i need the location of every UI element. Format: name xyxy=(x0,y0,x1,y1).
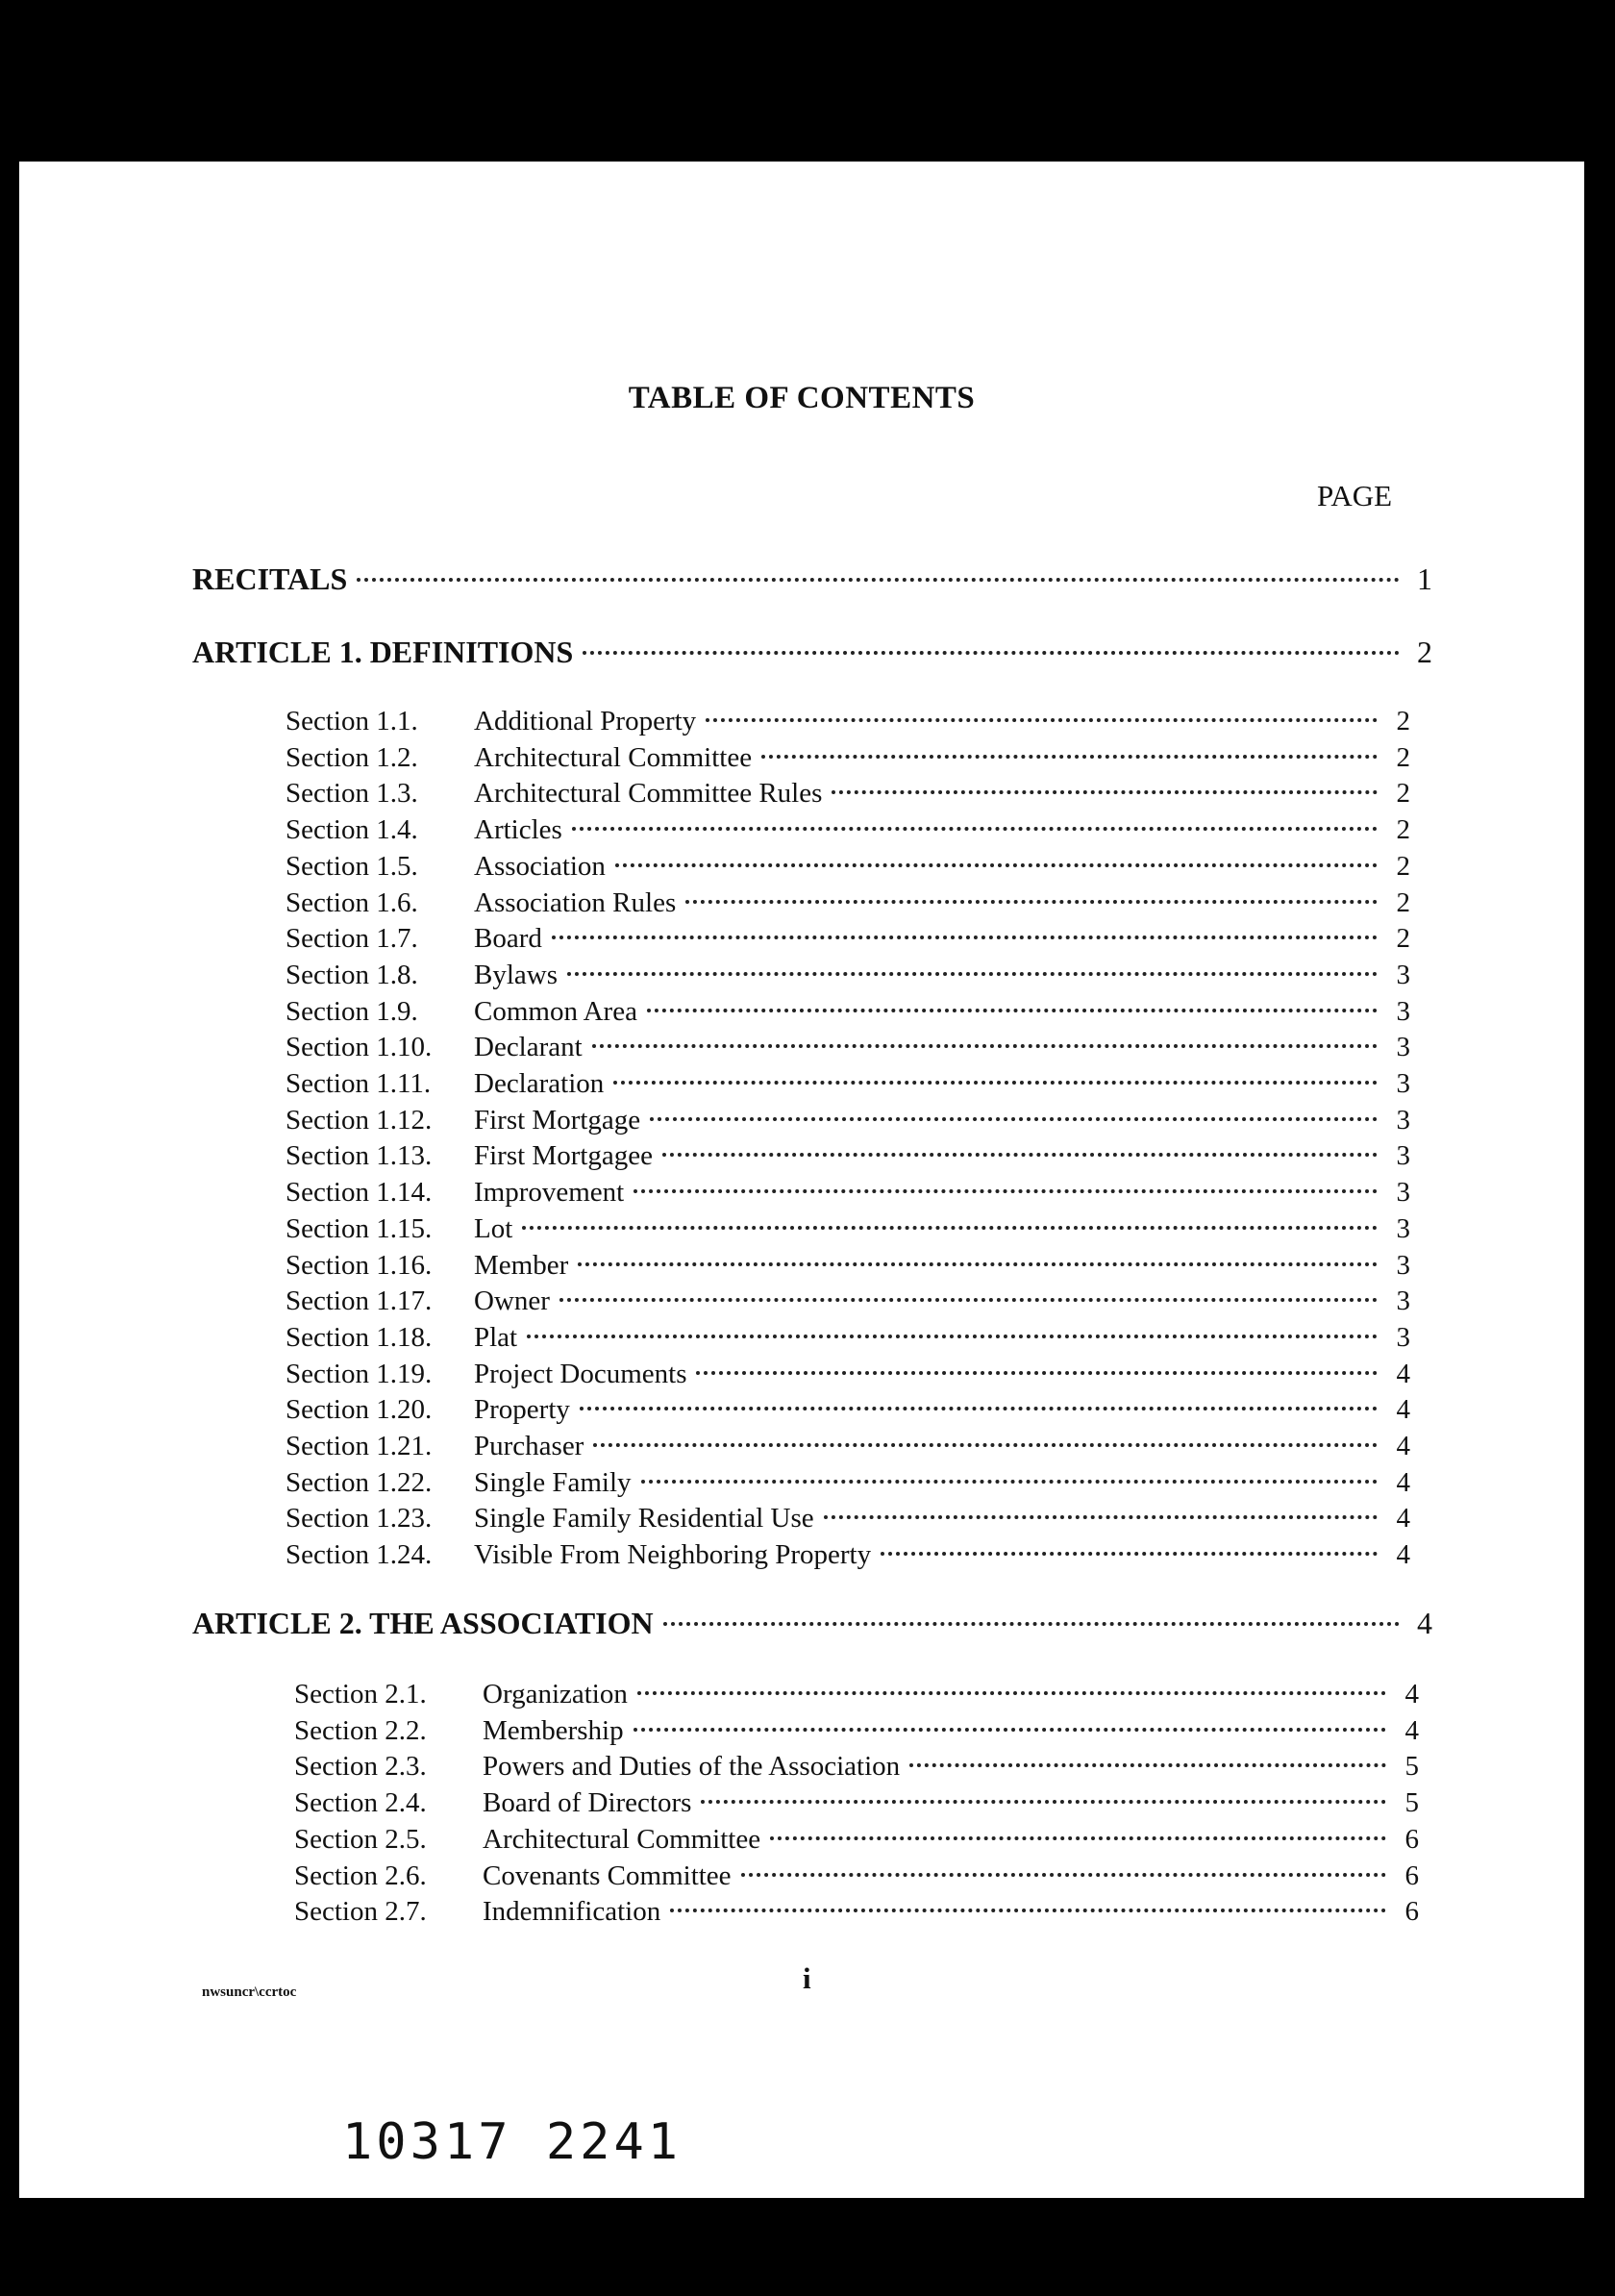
section-title: Visible From Neighboring Property xyxy=(474,1539,872,1571)
dot-leader xyxy=(637,1691,1386,1695)
section-title: Membership xyxy=(483,1714,624,1746)
section-number: Section 1.5. xyxy=(286,850,418,882)
toc-section-entry[interactable] xyxy=(286,1394,1410,1426)
section-number: Section 1.20. xyxy=(286,1394,433,1426)
toc-section-entry[interactable] xyxy=(286,1213,1410,1245)
section-page-number: 4 xyxy=(1404,1679,1419,1710)
section-number: Section 1.8. xyxy=(286,959,418,990)
section-page-number: 3 xyxy=(1396,1068,1410,1099)
section-title: Common Area xyxy=(474,995,637,1027)
section-title: Bylaws xyxy=(474,959,558,990)
dot-leader xyxy=(832,790,1378,794)
toc-section-entry[interactable] xyxy=(294,1860,1419,1892)
dot-leader xyxy=(593,1443,1378,1447)
section-page-number: 3 xyxy=(1396,1285,1410,1317)
dot-leader xyxy=(634,1189,1378,1193)
section-title: Organization xyxy=(483,1679,628,1710)
section-page-number: 6 xyxy=(1404,1823,1419,1855)
section-number: Section 2.2. xyxy=(294,1714,427,1746)
dot-leader xyxy=(741,1873,1386,1877)
section-title: Powers and Duties of the Association xyxy=(483,1751,901,1783)
section-title: Single Family xyxy=(474,1466,632,1498)
toc-entry-label: ARTICLE 2. THE ASSOCIATION xyxy=(192,1606,654,1640)
section-number: Section 1.15. xyxy=(286,1212,433,1244)
section-title: Improvement xyxy=(474,1177,625,1209)
section-page-number: 2 xyxy=(1396,814,1410,846)
section-title: Covenants Committee xyxy=(483,1859,732,1891)
toc-entry-label: ARTICLE 1. DEFINITIONS xyxy=(192,635,574,669)
toc-section-entry[interactable] xyxy=(286,1032,1410,1063)
toc-section-entry[interactable] xyxy=(286,1503,1410,1535)
toc-entry-article-1[interactable] xyxy=(192,635,1432,670)
section-title: Plat xyxy=(474,1321,518,1353)
section-page-number: 3 xyxy=(1396,1177,1410,1209)
section-page-number: 2 xyxy=(1396,850,1410,882)
section-number: Section 2.7. xyxy=(294,1896,427,1928)
toc-section-entry[interactable] xyxy=(286,923,1410,955)
dot-leader xyxy=(567,972,1378,976)
document-stamp-number: 10317 2241 xyxy=(342,2113,683,2171)
toc-entry-article-2[interactable] xyxy=(192,1606,1432,1641)
section-number: Section 1.18. xyxy=(286,1321,433,1353)
toc-entry-label: RECITALS xyxy=(192,562,348,596)
toc-section-entry[interactable] xyxy=(294,1787,1419,1819)
toc-section-entry[interactable] xyxy=(294,1715,1419,1747)
section-page-number: 5 xyxy=(1404,1787,1419,1819)
toc-section-entry[interactable] xyxy=(286,960,1410,991)
dot-leader xyxy=(761,755,1378,759)
section-title: Architectural Committee Rules xyxy=(474,778,823,810)
section-number: Section 1.19. xyxy=(286,1358,433,1389)
section-page-number: 3 xyxy=(1396,959,1410,990)
dot-leader xyxy=(522,1226,1378,1230)
section-number: Section 1.21. xyxy=(286,1431,433,1461)
section-number: Section 1.17. xyxy=(286,1285,433,1317)
section-title: Board of Directors xyxy=(483,1787,692,1819)
section-number: Section 1.2. xyxy=(286,741,418,773)
toc-page-number: 4 xyxy=(1417,1606,1432,1640)
toc-page-number: 1 xyxy=(1417,562,1432,596)
dot-leader xyxy=(572,827,1378,831)
section-page-number: 3 xyxy=(1396,995,1410,1027)
section-page-number: 4 xyxy=(1396,1358,1410,1389)
dot-leader xyxy=(552,936,1378,939)
section-page-number: 2 xyxy=(1396,886,1410,918)
section-page-number: 6 xyxy=(1404,1859,1419,1891)
dot-leader xyxy=(696,1371,1378,1375)
dot-leader xyxy=(578,1262,1378,1266)
dot-leader xyxy=(909,1763,1386,1767)
dot-leader xyxy=(615,863,1378,867)
dot-leader xyxy=(706,718,1378,722)
toc-section-entry[interactable] xyxy=(286,1285,1410,1317)
toc-section-entry[interactable] xyxy=(286,851,1410,883)
section-title: Single Family Residential Use xyxy=(474,1503,814,1535)
dot-leader xyxy=(559,1298,1378,1302)
section-page-number: 2 xyxy=(1396,923,1410,955)
section-title: Property xyxy=(474,1394,570,1426)
section-page-number: 3 xyxy=(1396,1032,1410,1063)
section-number: Section 1.1. xyxy=(286,706,418,736)
section-title: Declaration xyxy=(474,1068,605,1099)
dot-leader xyxy=(583,651,1400,655)
section-title: Additional Property xyxy=(474,706,697,736)
toc-section-entry[interactable] xyxy=(286,1250,1410,1282)
section-title: Owner xyxy=(474,1285,550,1317)
dot-leader xyxy=(881,1552,1378,1556)
section-page-number: 5 xyxy=(1404,1751,1419,1783)
dot-leader xyxy=(527,1335,1378,1338)
section-number: Section 1.12. xyxy=(286,1104,433,1136)
section-number: Section 1.9. xyxy=(286,995,418,1027)
section-number: Section 1.14. xyxy=(286,1177,433,1209)
section-page-number: 3 xyxy=(1396,1321,1410,1353)
section-number: Section 1.23. xyxy=(286,1503,433,1535)
toc-section-entry[interactable] xyxy=(286,1177,1410,1209)
page-title: TABLE OF CONTENTS xyxy=(628,381,976,415)
section-number: Section 1.10. xyxy=(286,1032,433,1063)
section-title: Member xyxy=(474,1249,569,1281)
section-title: Project Documents xyxy=(474,1358,687,1389)
section-page-number: 2 xyxy=(1396,741,1410,773)
toc-section-entry[interactable] xyxy=(286,1539,1410,1571)
section-page-number: 4 xyxy=(1396,1431,1410,1461)
dot-leader xyxy=(824,1515,1378,1519)
section-number: Section 1.16. xyxy=(286,1249,433,1281)
dot-leader xyxy=(662,1153,1378,1157)
section-title: Purchaser xyxy=(474,1431,584,1461)
section-page-number: 2 xyxy=(1396,706,1410,736)
section-title: Association Rules xyxy=(474,886,677,918)
section-page-number: 3 xyxy=(1396,1104,1410,1136)
file-code: nwsuncr\ccrtoc xyxy=(202,1984,297,2000)
toc-section-entry[interactable] xyxy=(286,996,1410,1028)
section-number: Section 1.6. xyxy=(286,886,418,918)
toc-entry-recitals[interactable] xyxy=(192,562,1432,597)
document-page xyxy=(19,162,1584,2198)
toc-section-entry[interactable] xyxy=(286,1068,1410,1100)
section-number: Section 2.1. xyxy=(294,1679,427,1710)
toc-section-entry[interactable] xyxy=(294,1896,1419,1928)
toc-section-entry[interactable] xyxy=(294,1751,1419,1783)
section-page-number: 3 xyxy=(1396,1212,1410,1244)
toc-page-number: 2 xyxy=(1417,635,1432,669)
section-page-number: 3 xyxy=(1396,1249,1410,1281)
section-title: First Mortgage xyxy=(474,1104,641,1136)
toc-section-entry[interactable] xyxy=(286,1431,1410,1462)
dot-leader xyxy=(685,900,1378,904)
section-page-number: 4 xyxy=(1396,1539,1410,1571)
section-title: Architectural Committee xyxy=(483,1823,761,1855)
dot-leader xyxy=(592,1044,1378,1048)
dot-leader xyxy=(357,578,1400,582)
section-title: Architectural Committee xyxy=(474,741,753,773)
section-number: Section 2.3. xyxy=(294,1751,427,1783)
section-number: Section 2.5. xyxy=(294,1823,427,1855)
section-number: Section 1.11. xyxy=(286,1068,432,1099)
section-number: Section 1.13. xyxy=(286,1140,433,1172)
dot-leader xyxy=(770,1836,1386,1840)
section-number: Section 1.7. xyxy=(286,923,418,955)
toc-section-entry[interactable] xyxy=(294,1824,1419,1856)
section-page-number: 4 xyxy=(1396,1503,1410,1535)
section-title: Declarant xyxy=(474,1032,583,1063)
dot-leader xyxy=(634,1728,1386,1732)
dot-leader xyxy=(613,1081,1378,1085)
section-page-number: 4 xyxy=(1396,1466,1410,1498)
section-page-number: 4 xyxy=(1396,1394,1410,1426)
toc-section-entry[interactable] xyxy=(286,1467,1410,1499)
toc-section-entry[interactable] xyxy=(286,1322,1410,1354)
toc-section-entry[interactable] xyxy=(286,814,1410,846)
section-title: Articles xyxy=(474,814,562,846)
page-number-roman: i xyxy=(803,1961,811,1995)
section-page-number: 6 xyxy=(1404,1896,1419,1928)
dot-leader xyxy=(650,1117,1378,1121)
toc-section-entry[interactable] xyxy=(286,706,1410,737)
dot-leader xyxy=(701,1800,1386,1804)
dot-leader xyxy=(647,1009,1378,1012)
page-column-header: PAGE xyxy=(1317,479,1393,512)
toc-section-entry[interactable] xyxy=(286,1359,1410,1390)
section-title: Board xyxy=(474,923,542,955)
toc-section-entry[interactable] xyxy=(286,1140,1410,1172)
toc-section-entry[interactable] xyxy=(286,778,1410,810)
dot-leader xyxy=(641,1480,1378,1484)
section-title: Association xyxy=(474,850,606,882)
section-number: Section 2.6. xyxy=(294,1859,427,1891)
toc-section-entry[interactable] xyxy=(286,887,1410,919)
section-number: Section 1.3. xyxy=(286,778,418,810)
dot-leader xyxy=(663,1622,1400,1626)
toc-section-entry[interactable] xyxy=(286,742,1410,774)
section-number: Section 2.4. xyxy=(294,1787,427,1819)
toc-section-entry[interactable] xyxy=(294,1679,1419,1710)
dot-leader xyxy=(670,1909,1386,1912)
section-page-number: 3 xyxy=(1396,1140,1410,1172)
toc-section-entry[interactable] xyxy=(286,1105,1410,1136)
section-number: Section 1.4. xyxy=(286,814,418,846)
section-title: Lot xyxy=(474,1212,513,1244)
section-page-number: 2 xyxy=(1396,778,1410,810)
section-title: Indemnification xyxy=(483,1896,661,1928)
dot-leader xyxy=(580,1407,1378,1410)
section-page-number: 4 xyxy=(1404,1714,1419,1746)
section-number: Section 1.22. xyxy=(286,1466,433,1498)
section-title: First Mortgagee xyxy=(474,1140,654,1172)
section-number: Section 1.24. xyxy=(286,1539,433,1571)
